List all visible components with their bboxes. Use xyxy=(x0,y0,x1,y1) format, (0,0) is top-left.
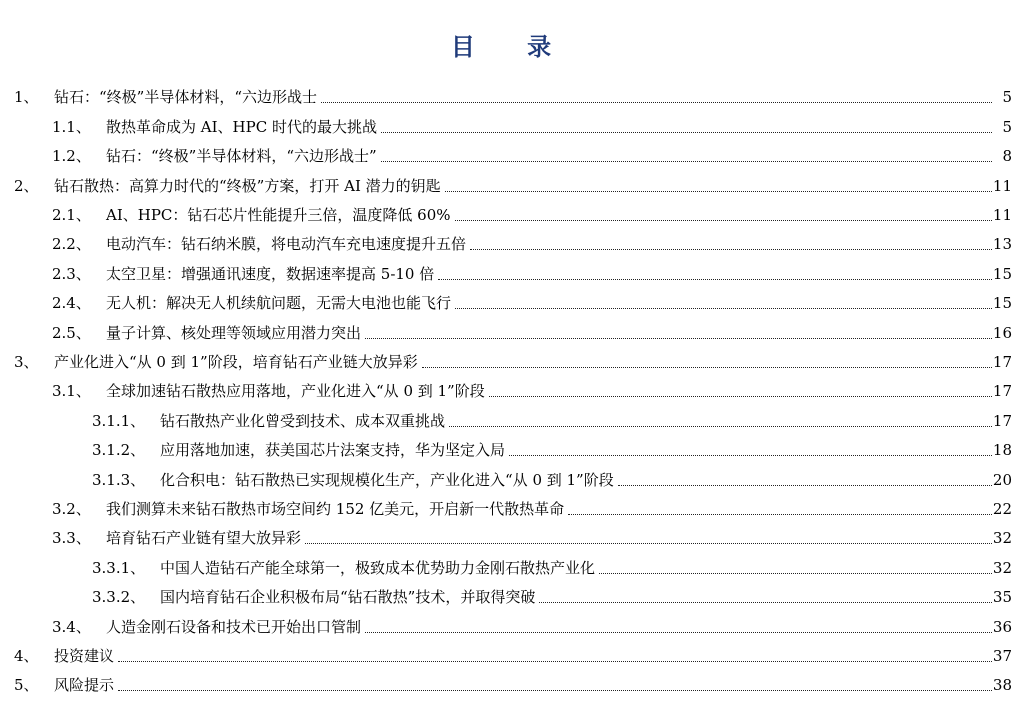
toc-entry-page-number: 13 xyxy=(992,235,1012,254)
toc-entry[interactable] xyxy=(0,405,1024,434)
toc-leader-dots xyxy=(509,454,992,456)
toc-entry-page-number: 18 xyxy=(992,441,1012,460)
toc-entry[interactable] xyxy=(0,376,1024,405)
toc-entry[interactable] xyxy=(0,494,1024,523)
toc-entry-page-number: 38 xyxy=(992,676,1012,695)
toc-entry-label[interactable]: 钻石散热产业化曾受到技术、成本双重挑战 xyxy=(160,411,446,430)
toc-entry-label[interactable]: 我们测算未来钻石散热市场空间约 152 亿美元，开启新一代散热革命 xyxy=(106,499,565,518)
toc-entry-label[interactable]: 无人机：解决无人机续航问题，无需大电池也能飞行 xyxy=(106,294,452,313)
toc-entry-page-number: 11 xyxy=(992,176,1012,195)
toc-entry-page-number: 35 xyxy=(992,588,1012,607)
toc-title: 目 录 xyxy=(450,33,574,61)
toc-entry-label[interactable]: 太空卫星：增强通讯速度，数据速率提高 5-10 倍 xyxy=(106,264,435,283)
toc-entry-label[interactable]: 钻石：“终极”半导体材料，“六边形战士 xyxy=(54,88,318,107)
toc-leader-dots xyxy=(438,278,992,280)
toc-entry-number: 2.5、 xyxy=(52,323,91,342)
toc-entry-label[interactable]: 国内培育钻石企业积极布局“钻石散热”技术，并取得突破 xyxy=(160,588,536,607)
toc-entry-page-number: 11 xyxy=(992,205,1012,224)
toc-entry[interactable] xyxy=(0,464,1024,493)
toc-entry-number: 3.4、 xyxy=(52,617,91,636)
toc-entry[interactable] xyxy=(0,317,1024,346)
toc-entry-page-number: 17 xyxy=(992,411,1012,430)
toc-entry-number: 3.1.2、 xyxy=(92,441,146,460)
toc-entry[interactable] xyxy=(0,611,1024,640)
toc-leader-dots xyxy=(539,601,992,603)
toc-entry-label[interactable]: 量子计算、核处理等领域应用潜力突出 xyxy=(106,323,362,342)
toc-entry-number: 1.2、 xyxy=(52,147,91,166)
toc-entry-number: 4、 xyxy=(14,646,39,665)
toc-entry[interactable] xyxy=(0,111,1024,140)
toc-entry[interactable] xyxy=(0,141,1024,170)
toc-entry-page-number: 32 xyxy=(992,558,1012,577)
toc-entry[interactable] xyxy=(0,552,1024,581)
toc-leader-dots xyxy=(568,513,992,515)
toc-entry-number: 1.1、 xyxy=(52,117,91,136)
toc-entry-number: 3、 xyxy=(14,352,39,371)
toc-entry[interactable] xyxy=(0,200,1024,229)
toc-entry[interactable] xyxy=(0,670,1024,699)
toc-entry-page-number: 5 xyxy=(1002,117,1012,136)
toc-entry-page-number: 16 xyxy=(992,323,1012,342)
toc-entry-number: 3.3、 xyxy=(52,529,91,548)
toc-leader-dots xyxy=(455,307,992,309)
toc-entry-number: 3.1.1、 xyxy=(92,411,146,430)
toc-entry-page-number: 32 xyxy=(992,529,1012,548)
toc-entry-label[interactable]: 培育钻石产业链有望大放异彩 xyxy=(106,529,302,548)
toc-entry-number: 3.3.2、 xyxy=(92,588,146,607)
toc-entry-label[interactable]: 钻石散热：高算力时代的“终极”方案，打开 AI 潜力的钥匙 xyxy=(54,176,441,195)
toc-entry[interactable] xyxy=(0,229,1024,258)
toc-entry-number: 2.2、 xyxy=(52,235,91,254)
toc-leader-dots xyxy=(365,337,992,339)
toc-leader-dots xyxy=(455,219,992,221)
toc-entry[interactable] xyxy=(0,435,1024,464)
toc-leader-dots xyxy=(449,425,992,427)
toc-leader-dots xyxy=(118,689,992,691)
toc-entry-page-number: 15 xyxy=(992,264,1012,283)
toc-entry[interactable] xyxy=(0,347,1024,376)
toc-leader-dots xyxy=(381,160,992,162)
toc-leader-dots xyxy=(305,542,992,544)
toc-entry-label[interactable]: 全球加速钻石散热应用落地，产业化进入“从 0 到 1”阶段 xyxy=(106,382,485,401)
toc-entry-label[interactable]: 电动汽车：钻石纳米膜，将电动汽车充电速度提升五倍 xyxy=(106,235,467,254)
toc-entry-number: 5、 xyxy=(14,676,39,695)
toc-leader-dots xyxy=(599,572,992,574)
toc-entry-page-number: 8 xyxy=(1002,147,1012,166)
toc-entry[interactable] xyxy=(0,582,1024,611)
toc-entry-number: 2.1、 xyxy=(52,205,91,224)
toc-entry-page-number: 5 xyxy=(1002,88,1012,107)
toc-entry-label[interactable]: 钻石：“终极”半导体材料，“六边形战士” xyxy=(106,147,377,166)
toc-entry-page-number: 15 xyxy=(992,294,1012,313)
toc-entry-label[interactable]: AI、HPC：钻石芯片性能提升三倍，温度降低 60% xyxy=(106,205,451,224)
toc-entry[interactable] xyxy=(0,523,1024,552)
toc-leader-dots xyxy=(445,190,992,192)
toc-leader-dots xyxy=(118,660,992,662)
toc-entry[interactable] xyxy=(0,288,1024,317)
toc-entry[interactable] xyxy=(0,170,1024,199)
toc-entry[interactable] xyxy=(0,258,1024,287)
toc-entry[interactable] xyxy=(0,82,1024,111)
toc-leader-dots xyxy=(365,631,992,633)
toc-entry-page-number: 17 xyxy=(992,382,1012,401)
toc-entry-number: 2、 xyxy=(14,176,39,195)
toc-leader-dots xyxy=(422,366,992,368)
toc-entry-number: 3.2、 xyxy=(52,499,91,518)
toc-entry-page-number: 22 xyxy=(992,499,1012,518)
toc-entry-label[interactable]: 散热革命成为 AI、HPC 时代的最大挑战 xyxy=(106,117,377,136)
toc-entry-number: 3.3.1、 xyxy=(92,558,146,577)
toc-entry-label[interactable]: 人造金刚石设备和技术已开始出口管制 xyxy=(106,617,362,636)
toc-entry-page-number: 17 xyxy=(992,352,1012,371)
toc-leader-dots xyxy=(489,395,992,397)
toc-entry-label[interactable]: 化合积电：钻石散热已实现规模化生产，产业化进入“从 0 到 1”阶段 xyxy=(160,470,614,489)
toc-entry-number: 1、 xyxy=(14,88,39,107)
toc-entry-label[interactable]: 应用落地加速，获美国芯片法案支持，华为坚定入局 xyxy=(160,441,506,460)
toc-leader-dots xyxy=(470,248,992,250)
toc-leader-dots xyxy=(381,131,992,133)
toc-entry-number: 3.1、 xyxy=(52,382,91,401)
toc-entry-number: 2.4、 xyxy=(52,294,91,313)
toc-entry-label[interactable]: 产业化进入“从 0 到 1”阶段，培育钻石产业链大放异彩 xyxy=(54,352,418,371)
toc-leader-dots xyxy=(618,484,992,486)
toc-entry[interactable] xyxy=(0,641,1024,670)
toc-entry-number: 2.3、 xyxy=(52,264,91,283)
toc-entry-page-number: 36 xyxy=(992,617,1012,636)
toc-entry-page-number: 20 xyxy=(992,470,1012,489)
toc-entry-label[interactable]: 投资建议 xyxy=(54,646,115,665)
toc-entry-label[interactable]: 中国人造钻石产能全球第一，极致成本优势助力金刚石散热产业化 xyxy=(160,558,596,577)
toc-entry-page-number: 37 xyxy=(992,646,1012,665)
toc-entry-number: 3.1.3、 xyxy=(92,470,146,489)
toc-leader-dots xyxy=(321,101,992,103)
toc-entry-label[interactable]: 风险提示 xyxy=(54,676,115,695)
